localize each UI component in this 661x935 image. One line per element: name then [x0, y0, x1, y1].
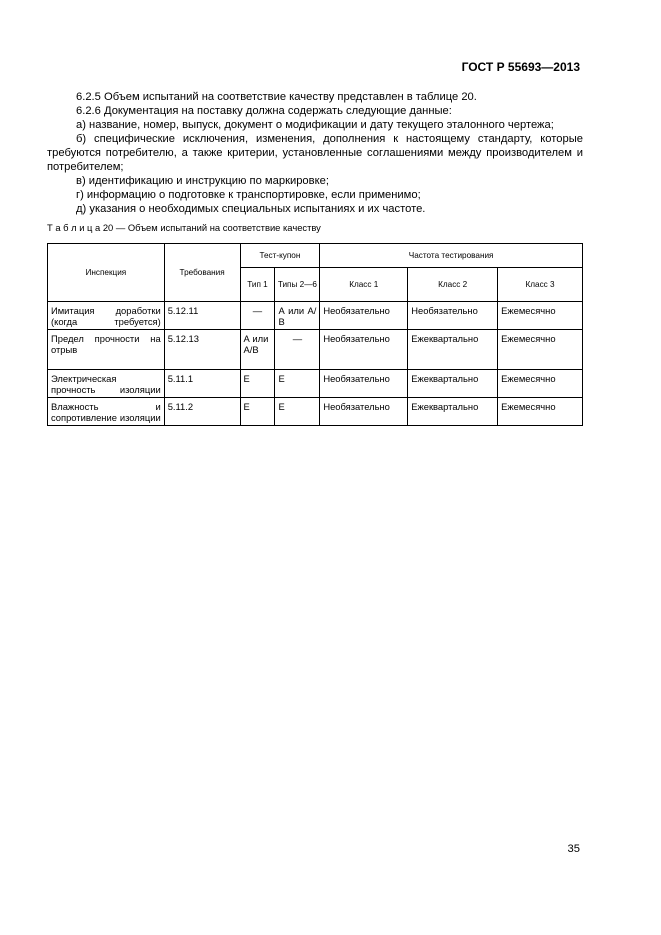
header-types2-6: Типы 2—6: [275, 268, 320, 302]
cell-types2-6: А или А/В: [275, 302, 320, 330]
cell-class2: Ежеквартально: [408, 370, 498, 398]
cell-type1: Е: [240, 398, 275, 426]
cell-type1: —: [240, 302, 275, 330]
cell-requirements: 5.11.1: [164, 370, 240, 398]
table-row: [48, 398, 583, 426]
cell-class3: Ежемесячно: [498, 302, 583, 330]
table-caption: Т а б л и ц а 20 — Объем испытаний на соответствие качеству: [47, 222, 321, 233]
cell-type1: А или А/В: [240, 330, 275, 370]
cell-class2: Ежеквартально: [408, 398, 498, 426]
list-item-b: б) специфические исключения, изменения, дополнения к настоящему стандарту, которые требуются потребителю, а также критерии, установленные соглашениями между производителем и потребителем;: [47, 133, 583, 173]
header-class2: Класс 2: [408, 268, 498, 302]
cell-class1: Необязательно: [320, 302, 408, 330]
header-class1: Класс 1: [320, 268, 408, 302]
header-requirements: Требования: [164, 244, 240, 302]
table-row: [48, 302, 583, 330]
header-inspection: Инспекция: [48, 244, 165, 302]
list-item-d: д) указания о необходимых специальных испытаниях и их частоте.: [76, 203, 426, 215]
header-type1: Тип 1: [240, 268, 275, 302]
cell-class1: Необязательно: [320, 330, 408, 370]
header-test-coupon: Тест-купон: [240, 244, 320, 268]
cell-class1: Необязательно: [320, 370, 408, 398]
cell-requirements: 5.11.2: [164, 398, 240, 426]
table-row: [48, 330, 583, 370]
cell-requirements: 5.12.11: [164, 302, 240, 330]
cell-type1: Е: [240, 370, 275, 398]
header-class3: Класс 3: [498, 268, 583, 302]
cell-types2-6: Е: [275, 398, 320, 426]
cell-class3: Ежемесячно: [498, 370, 583, 398]
cell-class2: Ежеквартально: [408, 330, 498, 370]
cell-inspection: Влажность и сопротивление изоляции: [48, 398, 165, 426]
cell-class3: Ежемесячно: [498, 398, 583, 426]
cell-requirements: 5.12.13: [164, 330, 240, 370]
table-row: [48, 370, 583, 398]
cell-types2-6: Е: [275, 370, 320, 398]
list-item-a: а) название, номер, выпуск, документ о модификации и дату текущего эталонного чертежа;: [76, 119, 554, 131]
cell-types2-6: —: [275, 330, 320, 370]
cell-inspection: Предел прочности на отрыв: [48, 330, 165, 370]
quality-tests-table: [47, 243, 583, 426]
page-number: 35: [567, 843, 580, 855]
cell-class1: Необязательно: [320, 398, 408, 426]
list-item-v: в) идентификацию и инструкцию по маркировке;: [76, 175, 329, 187]
body-text: [47, 90, 583, 216]
cell-class3: Ежемесячно: [498, 330, 583, 370]
list-item-g: г) информацию о подготовке к транспортировке, если применимо;: [76, 189, 421, 201]
document-header: ГОСТ Р 55693—2013: [461, 60, 580, 74]
header-frequency: Частота тестирования: [320, 244, 583, 268]
cell-inspection: Имитация доработки (когда требуется): [48, 302, 165, 330]
cell-inspection: Электрическая прочность изоляции: [48, 370, 165, 398]
paragraph-6-2-5: 6.2.5 Объем испытаний на соответствие качеству представлен в таблице 20.: [76, 91, 477, 103]
cell-class2: Необязательно: [408, 302, 498, 330]
paragraph-6-2-6: 6.2.6 Документация на поставку должна содержать следующие данные:: [76, 105, 452, 117]
